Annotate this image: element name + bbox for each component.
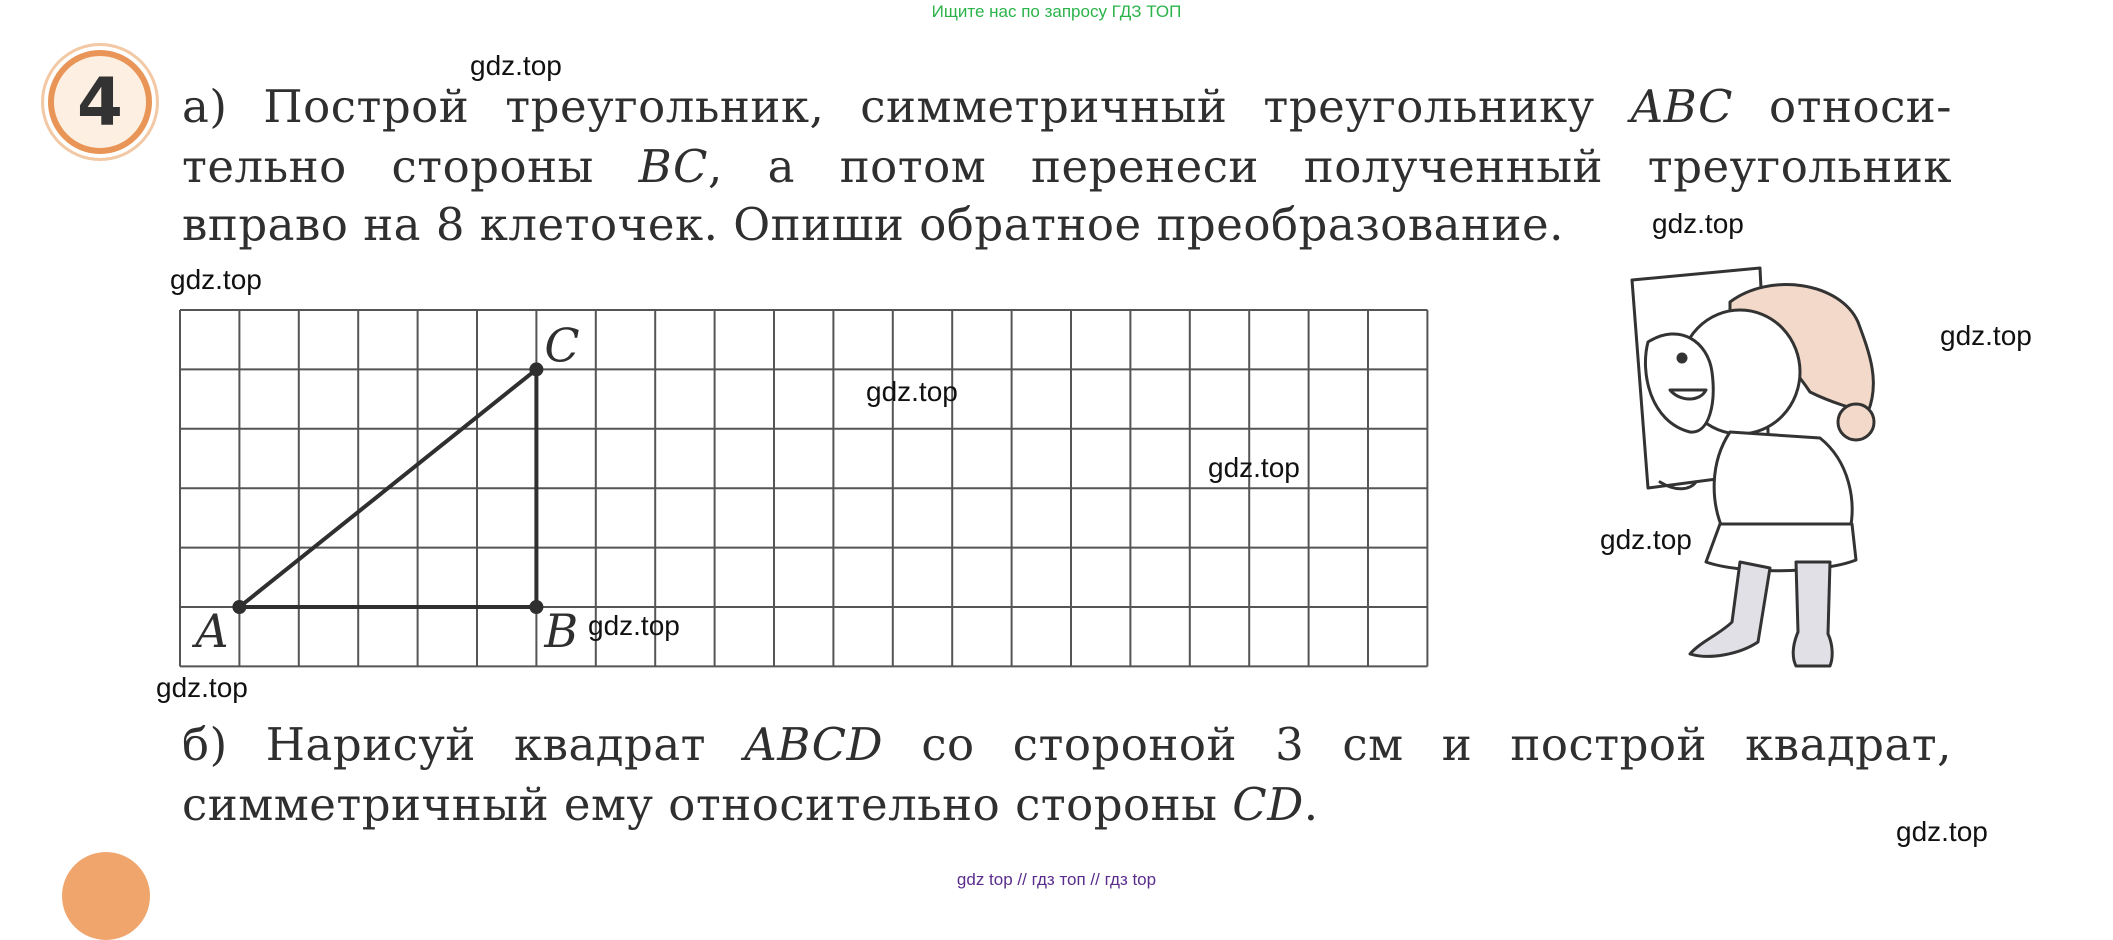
part-b-line-1-end: со стороной 3 см и построй квадрат,	[921, 718, 1952, 771]
part-a-line-1	[182, 80, 1952, 133]
part-a-line-2-end: , а потом перенеси полученный треугольник	[708, 140, 1952, 193]
part-a-line-2	[182, 140, 1952, 193]
character-leg-left	[1690, 562, 1770, 656]
watermark: gdz.top	[1896, 816, 1988, 847]
vertex-c	[529, 362, 543, 376]
vertex-label-c: C	[544, 318, 580, 373]
vertex-label-a: A	[195, 604, 229, 658]
part-b-line-2-end: .	[1303, 778, 1319, 831]
part-b-line-2	[182, 778, 1952, 831]
task-number-badge	[48, 50, 152, 154]
watermark: gdz.top	[866, 376, 958, 407]
task-number: 4	[77, 63, 123, 141]
cartoon-character-illustration	[1620, 262, 1950, 682]
watermark: gdz.top	[1600, 524, 1692, 555]
part-b-line-1-text: б) Нарисуй квадрат	[182, 718, 707, 771]
side-cd: CD	[1232, 778, 1304, 831]
watermark: gdz.top	[156, 672, 248, 703]
cap-pompom	[1838, 404, 1874, 440]
bottom-banner[interactable]: gdz top // гдз топ // гдз top	[956, 870, 1157, 889]
vertex-a	[232, 600, 246, 614]
grid-lines	[180, 310, 1427, 666]
character-leg-right	[1793, 562, 1832, 666]
square-name: ABCD	[744, 718, 884, 771]
vertex-b	[529, 600, 543, 614]
part-a-line-3: вправо на 8 клеточек. Опиши обратное преобразование.	[182, 198, 1564, 251]
background-ghost-text	[170, 30, 184, 81]
next-task-badge	[62, 852, 150, 940]
watermark: gdz.top	[470, 50, 562, 81]
character-eye	[1678, 354, 1686, 362]
character-skirt	[1706, 524, 1856, 571]
watermark: gdz.top	[1940, 320, 2032, 351]
watermark: gdz.top	[170, 264, 262, 295]
part-a-line-1-text: а) Построй треугольник, симметричный треугольнику	[182, 80, 1595, 133]
vertex-label-b: B	[544, 604, 579, 658]
top-banner[interactable]: Ищите нас по запросу ГДЗ ТОП	[931, 2, 1182, 21]
triangle-name: ABC	[1630, 80, 1733, 133]
grid-exercise-area	[170, 300, 1430, 668]
side-bc: BC	[638, 140, 708, 193]
watermark: gdz.top	[1652, 208, 1744, 239]
watermark: gdz.top	[1208, 452, 1300, 483]
watermark: gdz.top	[588, 610, 680, 641]
part-a-line-2-text: тельно стороны	[182, 140, 594, 193]
part-b-line-2-text: симметричный ему относительно стороны	[182, 778, 1218, 831]
part-a-line-1-end: относи-	[1769, 80, 1952, 133]
part-b-line-1	[182, 718, 1952, 771]
